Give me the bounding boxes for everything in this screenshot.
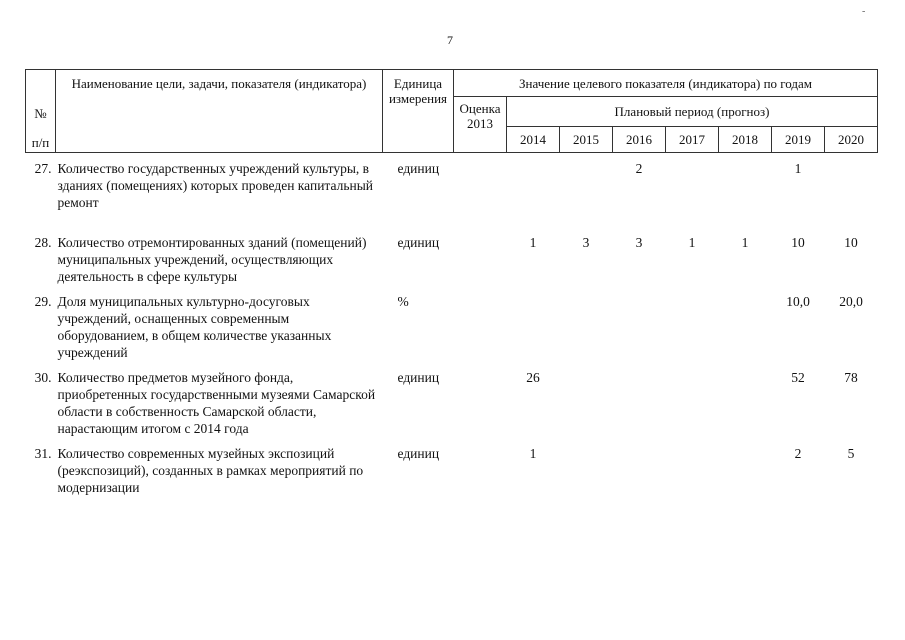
year-value: 26 [526,370,540,385]
row-spacer [26,361,878,369]
indicator-name: Доля муниципальных культурно-досуговых учреждений, оснащенных современным оборудованием, в общем количестве указанных учреждений [57,294,332,360]
year-value: 52 [791,370,805,385]
year-value: 10 [844,235,858,250]
table-header [26,70,878,153]
header-year: 2020 [825,127,878,153]
table-row [26,369,878,437]
year-value: 3 [635,235,643,250]
unit-of-measure: единиц [397,370,440,385]
table-row [26,234,878,285]
row-number: 31. [34,446,52,461]
year-value: 1 [529,446,537,461]
year-value [719,160,772,211]
indicator-name: Количество государственных учреждений культуры, в зданиях (помещениях) которых проведен капитальный ремонт [57,161,374,210]
row-spacer-cell [26,285,878,293]
estimate-2013-value [454,234,507,285]
corner-mark: - [862,6,866,17]
header-number [26,70,56,153]
year-value: 1 [741,235,749,250]
year-value: 3 [582,235,590,250]
table-row [26,160,878,211]
header-estimate: Оценка 2013 [454,97,507,153]
header-unit: Единица измерения [383,70,454,153]
header-year: 2019 [772,127,825,153]
header-target-value: Значение целевого показателя (индикатора) по годам [454,70,878,97]
header-name: Наименование цели, задачи, показателя (индикатора) [56,70,383,153]
header-planned-period: Плановый период (прогноз) [507,97,878,127]
indicator-name: Количество современных музейных экспозиций (реэкспозиций), созданных в рамках мероприятий по модернизации [57,446,364,495]
year-value: 1 [529,235,537,250]
indicator-table [25,69,878,496]
year-value [666,160,719,211]
year-value [507,160,560,211]
table-body [26,153,878,497]
year-value [719,369,772,437]
estimate-2013-value [454,293,507,361]
year-value: 10 [791,235,805,250]
estimate-2013-value [454,160,507,211]
year-value [666,369,719,437]
year-value: 1 [688,235,696,250]
row-number: 28. [34,235,52,250]
year-value: 1 [794,161,802,176]
year-value [507,293,560,361]
row-spacer-cell [26,437,878,445]
row-spacer [26,285,878,293]
year-value [560,293,613,361]
indicator-name: Количество предметов музейного фонда, приобретенных государственными музеями Самарской области в собственность Самарской области, нарастающим итогом с 2014 года [57,370,376,436]
year-value [666,293,719,361]
header-year: 2015 [560,127,613,153]
estimate-2013-value [454,369,507,437]
table-row [26,445,878,496]
unit-of-measure: % [397,294,409,309]
page-number: 7 [447,33,453,47]
year-value [560,369,613,437]
year-value: 2 [794,446,802,461]
header-year: 2016 [613,127,666,153]
year-value: 78 [844,370,858,385]
header-year: 2014 [507,127,560,153]
row-spacer [26,153,878,161]
year-value [613,445,666,496]
row-number: 27. [34,161,52,176]
row-spacer-cell [26,211,878,234]
row-spacer-cell [26,361,878,369]
estimate-2013-value [454,445,507,496]
year-value [613,369,666,437]
header-year: 2017 [666,127,719,153]
header-number-pp: п/п [31,135,50,150]
year-value [560,445,613,496]
unit-of-measure: единиц [397,235,440,250]
row-number: 30. [34,370,52,385]
year-value [666,445,719,496]
year-value [613,293,666,361]
row-spacer [26,211,878,234]
year-value: 20,0 [839,294,863,309]
header-number-sign: № [34,106,47,121]
year-value [560,160,613,211]
year-value: 5 [847,446,855,461]
table-row [26,293,878,361]
header-year: 2018 [719,127,772,153]
row-spacer-cell [26,153,878,161]
year-value: 2 [635,161,643,176]
year-value: 10,0 [786,294,810,309]
unit-of-measure: единиц [397,161,440,176]
row-number: 29. [34,294,52,309]
year-value [825,160,878,211]
unit-of-measure: единиц [397,446,440,461]
row-spacer [26,437,878,445]
year-value [719,293,772,361]
year-value [719,445,772,496]
indicator-name: Количество отремонтированных зданий (помещений) муниципальных учреждений, осуществляющих деятельность в сфере культуры [57,235,367,284]
